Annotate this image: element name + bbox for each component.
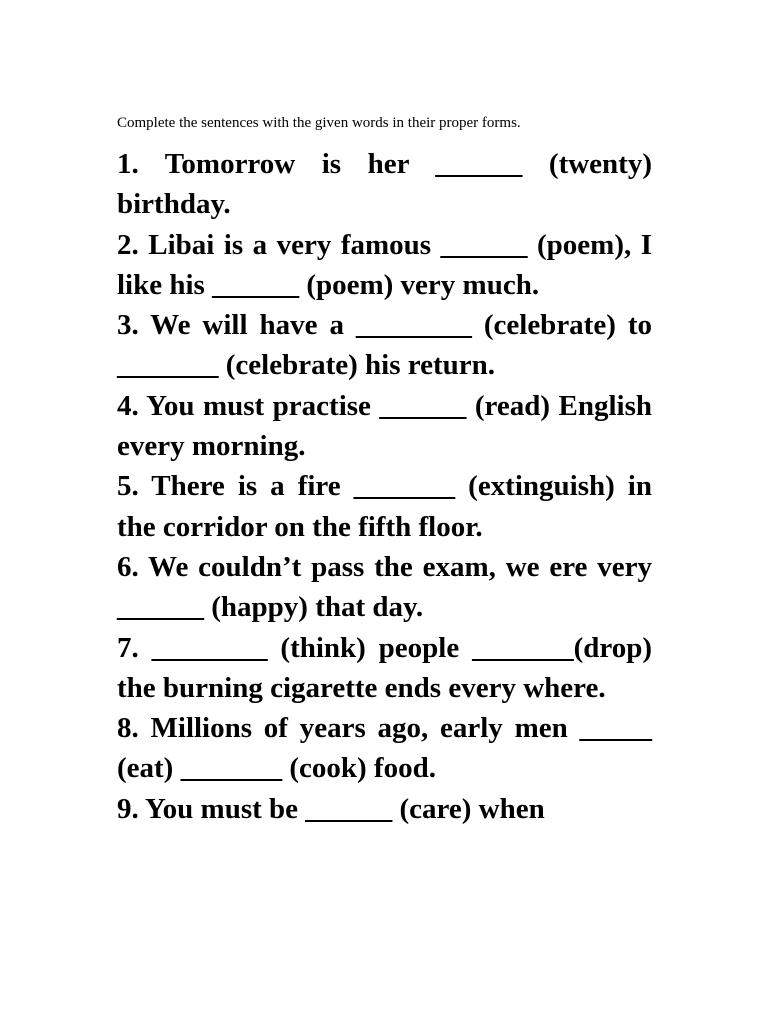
exercise-item-9: 9. You must be ______ (care) when [117, 792, 545, 825]
exercise-item-8: 8. Millions of years ago, early men _____ (eat) _______ (cook) food. [117, 712, 652, 785]
exercise-item-2: 2. Libai is a very famous ______ (poem), I like his ______ (poem) very much. [117, 228, 652, 301]
instruction-text: Complete the sentences with the given words in their proper forms. [117, 115, 521, 131]
exercise-item-7: 7. ________ (think) people _______(drop) the burning cigarette ends every where. [117, 631, 652, 704]
exercise-item-4: 4. You must practise ______ (read) English every morning. [117, 389, 652, 463]
exercise-item-5: 5. There is a fire _______ (extinguish) in the corridor on the fifth floor. [117, 470, 652, 543]
exercise-item-6: 6. We couldn’t pass the exam, we ere very ______ (happy) that day. [117, 550, 652, 624]
exercise-item-1: 1. Tomorrow is her ______ (twenty) birthday. [117, 148, 652, 221]
exercise-list [117, 144, 652, 829]
exercise-item-3: 3. We will have a ________ (celebrate) to _______ (celebrate) his return. [117, 309, 652, 382]
